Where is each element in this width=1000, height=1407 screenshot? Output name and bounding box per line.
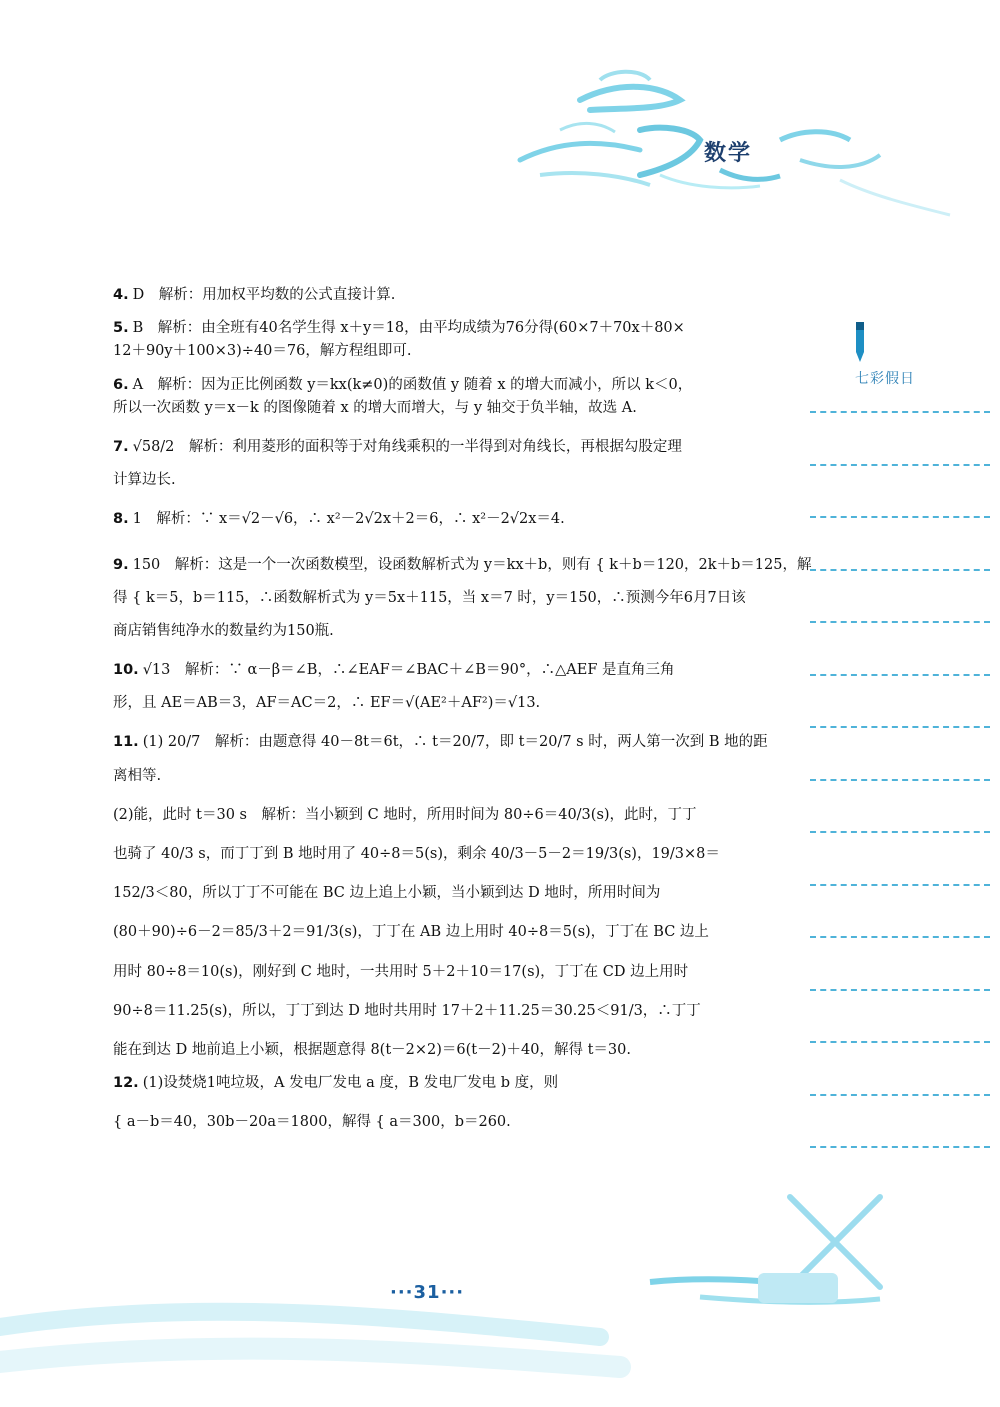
sidebar-note-line xyxy=(810,726,990,728)
pen-icon xyxy=(848,318,872,368)
answer-line: 商店销售纯净水的数量约为150瓶. xyxy=(113,622,334,639)
answer-line: 形，且 AE＝AB＝3，AF＝AC＝2，∴ EF＝√(AE²＋AF²)＝√13. xyxy=(113,695,541,712)
answer-line: 90÷8＝11.25(s)，所以，丁丁到达 D 地时共用时 17＋2＋11.25＝30.25＜91/3，∴丁丁 xyxy=(113,1002,701,1019)
footer-decoration xyxy=(0,1177,1000,1407)
answer-line: 12＋90y＋100×3)÷40＝76，解方程组即可. xyxy=(113,343,412,360)
sidebar-note-line xyxy=(810,831,990,833)
page-number: ···31··· xyxy=(390,1282,465,1303)
answer-line: 计算边长. xyxy=(113,472,176,489)
sidebar-note-line xyxy=(810,989,990,991)
sidebar-note-line xyxy=(810,621,990,623)
answer-line: 得 { k＝5，b＝115，∴函数解析式为 y＝5x＋115，当 x＝7 时，y＝150，∴预测今年6月7日该 xyxy=(113,589,746,606)
answer-line: (1) 20/7 解析：由题意得 40－8t＝6t，∴ t＝20/7，即 t＝20/7 s 时，两人第一次到 B 地的距 xyxy=(142,734,768,751)
item-number: 6. xyxy=(113,376,129,393)
answer-line: √13 解析：∵ α－β＝∠B，∴∠EAF＝∠BAC＋∠B＝90°，∴△AEF 是直角三角 xyxy=(142,662,675,679)
answer-item-8 xyxy=(113,508,753,531)
sidebar-note-line xyxy=(810,464,990,466)
answer-line: 152/3＜80，所以丁丁不可能在 BC 边上追上小颖，当小颖到达 D 地时，所用时间为 xyxy=(113,885,661,902)
item-number: 12. xyxy=(113,1075,139,1092)
sidebar-note-line xyxy=(810,411,990,413)
answer-line: 1 解析：∵ x＝√2－√6，∴ x²－2√2x＋2＝6，∴ x²－2√2x＝4. xyxy=(132,511,565,528)
sidebar-note-line xyxy=(810,1146,990,1148)
answer-line: A 解析：因为正比例函数 y＝kx(k≠0)的函数值 y 随着 x 的增大而减小，所以 k＜0， xyxy=(132,376,693,393)
answer-line: (80＋90)÷6－2＝85/3＋2＝91/3(s)，丁丁在 AB 边上用时 40÷8＝5(s)，丁丁在 BC 边上 xyxy=(113,924,709,941)
item-number: 7. xyxy=(113,438,129,455)
answer-line: D 解析：用加权平均数的公式直接计算. xyxy=(132,287,396,303)
answer-item-4 xyxy=(113,284,753,307)
answer-item-12 xyxy=(113,1072,753,1134)
item-number: 9. xyxy=(113,556,129,573)
item-number: 4. xyxy=(113,287,129,303)
sidebar-note-line xyxy=(810,936,990,938)
item-number: 11. xyxy=(113,734,139,751)
answer-line: √58/2 解析：利用菱形的面积等于对角线乘积的一半得到对角线长，再根据勾股定理 xyxy=(132,438,682,455)
sidebar-label: 七彩假日 xyxy=(855,371,915,387)
answer-line: 能在到达 D 地前追上小颖，根据题意得 8(t－2×2)＝6(t－2)＋40，解得 t＝30. xyxy=(113,1041,631,1058)
answer-line: B 解析：由全班有40名学生得 x＋y＝18，由平均成绩为76分得(60×7＋70x＋80× xyxy=(132,320,685,337)
item-number: 5. xyxy=(113,320,129,337)
item-number: 10. xyxy=(113,662,139,679)
answer-item-11 xyxy=(113,731,768,1062)
answer-line: { a－b＝40，30b－20a＝1800，解得 { a＝300，b＝260. xyxy=(113,1114,511,1131)
answer-line: 离相等. xyxy=(113,767,162,784)
answer-line: (1)设焚烧1吨垃圾，A 发电厂发电 a 度，B 发电厂发电 b 度，则 xyxy=(142,1075,559,1092)
answer-line: 所以一次函数 y＝x－k 的图像随着 x 的增大而增大，与 y 轴交于负半轴，故选 A. xyxy=(113,399,637,416)
answer-item-6 xyxy=(113,374,753,420)
answer-content xyxy=(113,284,812,1135)
answer-item-9 xyxy=(113,554,812,644)
sidebar-note-line xyxy=(810,674,990,676)
sidebar-note-line xyxy=(810,1041,990,1043)
sidebar-note-line xyxy=(810,516,990,518)
sidebar-note-line xyxy=(810,779,990,781)
answer-item-5 xyxy=(113,317,753,363)
header-decoration xyxy=(0,0,1000,240)
answer-item-7 xyxy=(113,436,753,492)
answer-line: 也骑了 40/3 s，而丁丁到 B 地时用了 40÷8＝5(s)，剩余 40/3－5－2＝19/3(s)，19/3×8＝ xyxy=(113,846,720,862)
sidebar-note-line xyxy=(810,884,990,886)
answer-item-10 xyxy=(113,659,753,715)
subject-title: 数学 xyxy=(704,141,753,166)
item-number: 8. xyxy=(113,511,129,528)
answer-line: 用时 80÷8＝10(s)，刚好到 C 地时，一共用时 5＋2＋10＝17(s)，丁丁在 CD 边上用时 xyxy=(113,963,689,980)
answer-line: 150 解析：这是一个一次函数模型，设函数解析式为 y＝kx＋b，则有 { k＋b＝120，2k＋b＝125，解 xyxy=(132,556,812,573)
sidebar-note-line xyxy=(810,1094,990,1096)
sidebar-note-line xyxy=(810,569,990,571)
answer-line: (2)能，此时 t＝30 s 解析：当小颖到 C 地时，所用时间为 80÷6＝40/3(s)，此时，丁丁 xyxy=(113,806,697,823)
